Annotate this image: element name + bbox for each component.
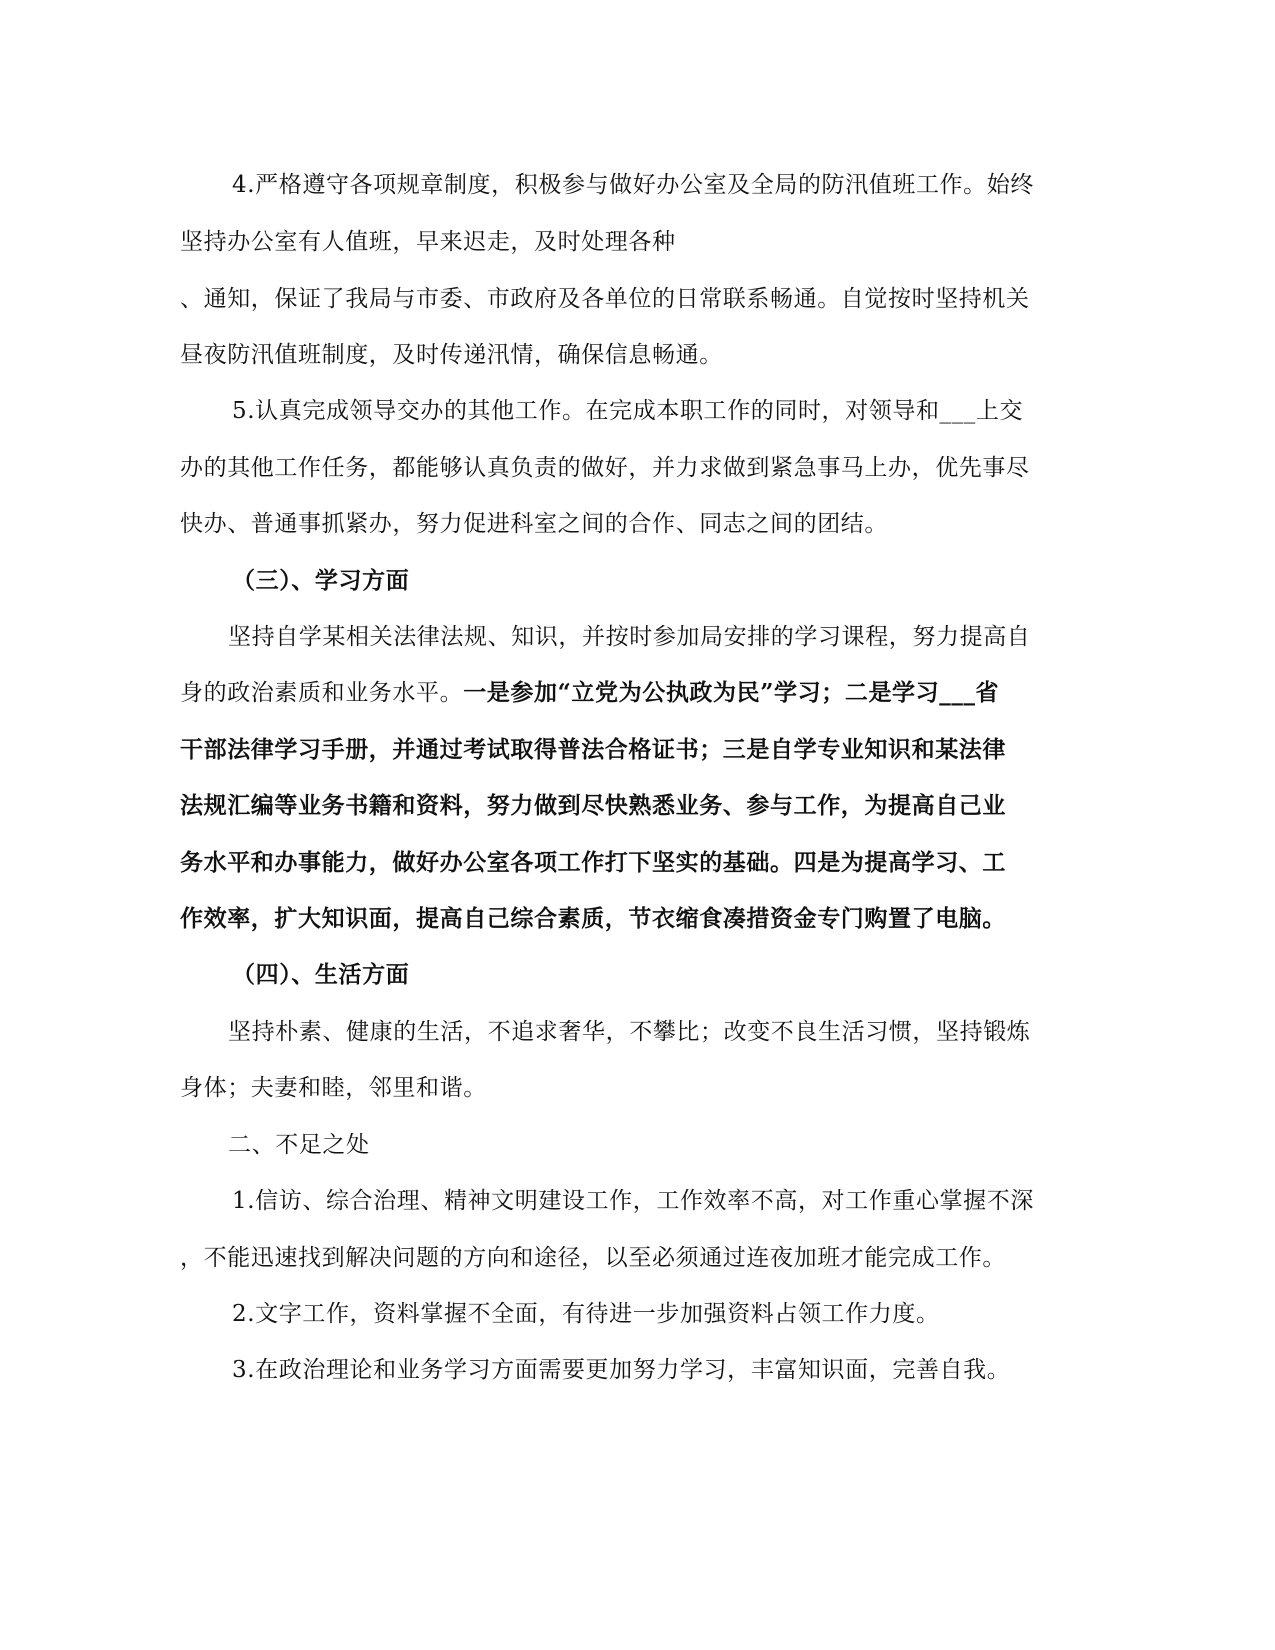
shortcomings-item1-line2: ，不能迅速找到解决问题的方向和途径，以至必须通过连夜加班才能完成工作。 [180,1245,1006,1271]
section3-line5: 务水平和办事能力，做好办公室各项工作打下坚实的基础。四是为提高学习、工 [180,849,1006,876]
section4-heading: （四）、生活方面 [232,961,410,988]
section3-line1: 坚持自学某相关法律法规、知识，并按时参加局安排的学习课程，努力提高自 [228,624,1031,650]
item5-line2: 办的其他工作任务，都能够认真负责的做好，并力求做到紧急事马上办，优先事尽 [180,455,1030,481]
section3-line4: 法规汇编等业务书籍和资料，努力做到尽快熟悉业务、参与工作，为提高自己业 [180,792,1006,819]
section3-line6: 作效率，扩大知识面，提高自己综合素质，节衣缩食凑措资金专门购置了电脑。 [180,905,1006,932]
section3-line2-bold: 一是参加“立党为公执政为民”学习；二是学习___省 [463,679,1000,706]
section3-line2 [180,678,999,708]
shortcomings-item3: 3.在政治理论和业务学习方面需要更加努力学习，丰富知识面，完善自我。 [232,1357,1011,1383]
shortcomings-item2: 2.文字工作，资料掌握不全面，有待进一步加强资料占领工作力度。 [232,1301,940,1327]
section3-line2-normal: 身的政治素质和业务水平。 [180,680,464,706]
item4-line1: 4.严格遵守各项规章制度，积极参与做好办公室及全局的防汛值班工作。始终 [232,172,1034,198]
section4-line2: 身体；夫妻和睦，邻里和谐。 [180,1075,487,1101]
section3-line3: 干部法律学习手册，并通过考试取得普法合格证书；三是自学专业知识和某法律 [180,736,1006,763]
section4-line1: 坚持朴素、健康的生活，不追求奢华，不攀比；改变不良生活习惯，坚持锻炼 [228,1019,1031,1045]
item5-line3: 快办、普通事抓紧办，努力促进科室之间的合作、同志之间的团结。 [180,511,888,537]
item4-line2: 坚持办公室有人值班，早来迟走，及时处理各种 [180,229,676,255]
section3-heading: （三）、学习方面 [232,567,410,594]
item5-line1: 5.认真完成领导交办的其他工作。在完成本职工作的同时，对领导和___上交 [232,398,1024,424]
shortcomings-item1-line1: 1.信访、综合治理、精神文明建设工作，工作效率不高，对工作重心掌握不深 [232,1188,1034,1214]
item4-line4: 昼夜防汛值班制度，及时传递汛情，确保信息畅通。 [180,342,723,368]
shortcomings-heading: 二、不足之处 [228,1132,370,1158]
item4-line3: 、通知，保证了我局与市委、市政府及各单位的日常联系畅通。自觉按时坚持机关 [180,286,1030,312]
